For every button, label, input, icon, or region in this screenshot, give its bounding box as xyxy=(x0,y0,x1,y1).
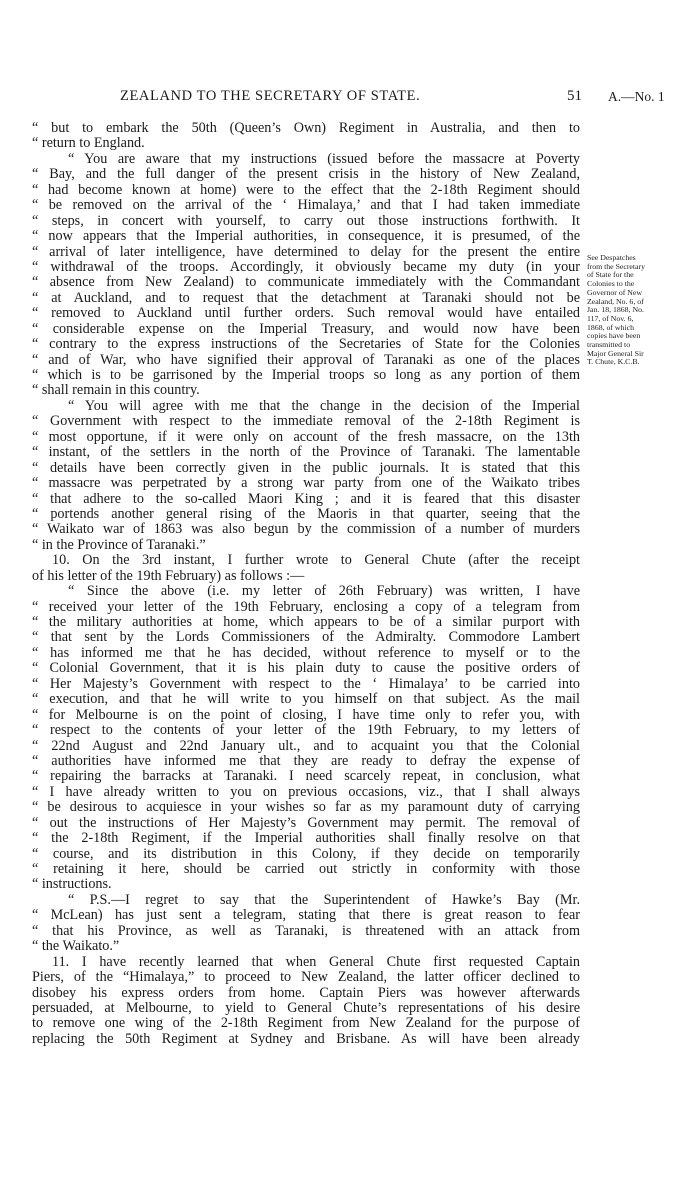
text-line: “ instructions. xyxy=(32,877,112,893)
margin-note-line: of State for the xyxy=(587,270,634,280)
text-line: “ be removed on the arrival of the ‘ Himalaya,’ and that I had taken immediate xyxy=(32,198,580,214)
text-line: “ be desirous to acquiesce in your wishes so far as my paramount duty of carrying xyxy=(32,800,580,816)
text-line: “ 22nd August and 22nd January ult., and to acquaint you that the Colonial xyxy=(32,738,580,754)
document-reference: A.—No. 1 xyxy=(608,89,665,104)
text-line: “ execution, and that he will write to you himself on that subject. As the mail xyxy=(32,692,580,708)
text-line: “ had become known at home) were to the effect that the 2-18th Regiment should xyxy=(32,182,580,198)
margin-note-line: Major General Sir xyxy=(587,348,644,358)
text-line: “ return to England. xyxy=(32,136,145,152)
text-line: “ has informed me that he has decided, without reference to myself or to the xyxy=(32,645,580,661)
page-number: 51 xyxy=(567,88,582,104)
text-line: “ that sent by the Lords Commissioners of the Admiralty. Commodore Lambert xyxy=(32,630,580,646)
page-header xyxy=(0,88,700,110)
text-line: “ portends another general rising of the Maoris in that quarter, seeing that the xyxy=(32,506,580,522)
text-line: “ Bay, and the full danger of the present crisis in the history of New Zealand, xyxy=(32,167,580,183)
text-line: “ massacre was perpetrated by a strong war party from one of the Waikato tribes xyxy=(32,476,580,492)
text-line: “ most opportune, if it were only on account of the fresh massacre, on the 13th xyxy=(32,429,580,445)
margin-note-line: Zealand, No. 6, of xyxy=(587,296,644,306)
text-line: “ but to embark the 50th (Queen’s Own) Regiment in Australia, and then to xyxy=(32,121,580,136)
text-line: “ steps, in concert with yourself, to carry out those instructions forthwith. It xyxy=(32,213,580,229)
text-line: persuaded, at Melbourne, to yield to General Chute’s representations of his desire xyxy=(32,1000,580,1016)
margin-note-line: 117, of Nov. 6, xyxy=(587,313,634,323)
text-line: “ the military authorities at home, which appears to be of a similar purport with xyxy=(32,615,580,630)
text-line: disobey his express orders from home. Captain Piers was however afterwards xyxy=(32,985,580,1001)
margin-note-line: T. Chute, K.C.B. xyxy=(587,357,640,367)
text-line: “ McLean) has just sent a telegram, stating that there is great reason to fear xyxy=(32,908,580,924)
margin-note-line: Governor of New xyxy=(587,287,642,297)
text-line: Piers, of the “Himalaya,” to proceed to New Zealand, the latter officer declined to xyxy=(32,970,580,986)
text-line: to remove one wing of the 2-18th Regiment from New Zealand for the purpose of xyxy=(32,1016,580,1032)
margin-note-line: copies have been xyxy=(587,331,641,341)
text-line: “ that his Province, as well as Taranaki, is threatened with an attack from xyxy=(32,923,580,939)
text-line: “ course, and its distribution in this Colony, if they decide on temporarily xyxy=(32,846,580,862)
text-line: “ Since the above (i.e. my letter of 26th February) was written, I have xyxy=(68,584,580,600)
text-line: “ the 2-18th Regiment, if the Imperial authorities shall finally resolve on that xyxy=(32,831,580,847)
text-line: “ instant, of the settlers in the north of the Province of Taranaki. The lamentable xyxy=(32,445,580,461)
text-line: “ P.S.—I regret to say that the Superintendent of Hawke’s Bay (Mr. xyxy=(68,892,580,908)
text-line: “ withdrawal of the troops. Accordingly, it obviously became my duty (in your xyxy=(32,259,580,275)
text-line: “ I have already written to you on previous occasions, viz., that I shall always xyxy=(32,784,580,800)
text-line: “ at Auckland, and to request that the detachment at Taranaki should not be xyxy=(32,290,580,306)
text-line: “ absence from New Zealand) to communicate immediately with the Commandant xyxy=(32,275,580,291)
text-line: 10. On the 3rd instant, I further wrote to General Chute (after the receipt xyxy=(52,553,580,569)
text-line: “ arrival of later intelligence, have determined to delay for the present the entire xyxy=(32,244,580,260)
text-line: “ for Melbourne is on the point of closing, I have time only to refer you, with xyxy=(32,707,580,723)
text-line: “ details have been correctly given in the public journals. It is stated that this xyxy=(32,460,580,476)
text-line: “ retaining it here, should be carried out strictly in conformity with those xyxy=(32,862,580,877)
body-text xyxy=(32,121,580,1047)
text-line: 11. I have recently learned that when General Chute first requested Captain xyxy=(52,954,580,970)
text-line: “ and of War, who have signified their approval of Taranaki as one of the places xyxy=(32,352,580,368)
text-line: “ contrary to the express instructions of the Secretaries of State for the Colonies xyxy=(32,337,580,353)
text-line: “ the Waikato.” xyxy=(32,939,120,955)
text-line: “ removed to Auckland until further orders. Such removal would have entailed xyxy=(32,306,580,322)
text-line: “ Her Majesty’s Government with respect to the ‘ Himalaya’ to be carried into xyxy=(32,676,580,692)
text-line: “ Government with respect to the immediate removal of the 2-18th Regiment is xyxy=(32,414,580,430)
margin-note xyxy=(587,254,679,367)
text-line: “ Waikato war of 1863 was also begun by the commission of a number of murders xyxy=(32,522,580,538)
margin-note-line: See Despatches xyxy=(587,253,636,262)
text-line: “ received your letter of the 19th February, enclosing a copy of a telegram from xyxy=(32,599,580,615)
text-line: “ repairing the barracks at Taranaki. I need scarcely repeat, in conclusion, what xyxy=(32,769,580,785)
text-line: “ which is to be garrisoned by the Imperial troops so long as any portion of them xyxy=(32,368,580,383)
margin-note-line: Jan. 18, 1868, No. xyxy=(587,305,644,315)
text-line: “ that adhere to the so-called Maori King ; and it is feared that this disaster xyxy=(32,491,580,507)
margin-note-line: transmitted to xyxy=(587,340,631,350)
running-title: ZEALAND TO THE SECRETARY OF STATE. xyxy=(120,88,421,104)
text-line: replacing the 50th Regiment at Sydney and Brisbane. As will have been already xyxy=(32,1031,580,1047)
margin-note-line: Colonies to the xyxy=(587,279,635,289)
text-line: “ shall remain in this country. xyxy=(32,383,200,399)
text-line: “ You are aware that my instructions (issued before the massacre at Poverty xyxy=(68,151,580,167)
text-line: “ now appears that the Imperial authorities, in consequence, it is presumed, of the xyxy=(32,229,580,245)
text-line: “ in the Province of Taranaki.” xyxy=(32,537,206,553)
margin-note-line: 1868, of which xyxy=(587,322,634,332)
text-line: “ You will agree with me that the change in the decision of the Imperial xyxy=(68,398,580,414)
text-line: “ authorities have informed me that they are ready to defray the expense of xyxy=(32,753,580,769)
text-line: “ considerable expense on the Imperial Treasury, and would now have been xyxy=(32,321,580,337)
text-line: of his letter of the 19th February) as follows :— xyxy=(32,568,305,584)
text-line: “ respect to the contents of your letter of the 19th February, to my letters of xyxy=(32,723,580,739)
text-line: “ Colonial Government, that it is his plain duty to cause the positive orders of xyxy=(32,661,580,677)
margin-note-line: from the Secretary xyxy=(587,261,646,271)
text-line: “ out the instructions of Her Majesty’s Government may permit. The removal of xyxy=(32,815,580,831)
